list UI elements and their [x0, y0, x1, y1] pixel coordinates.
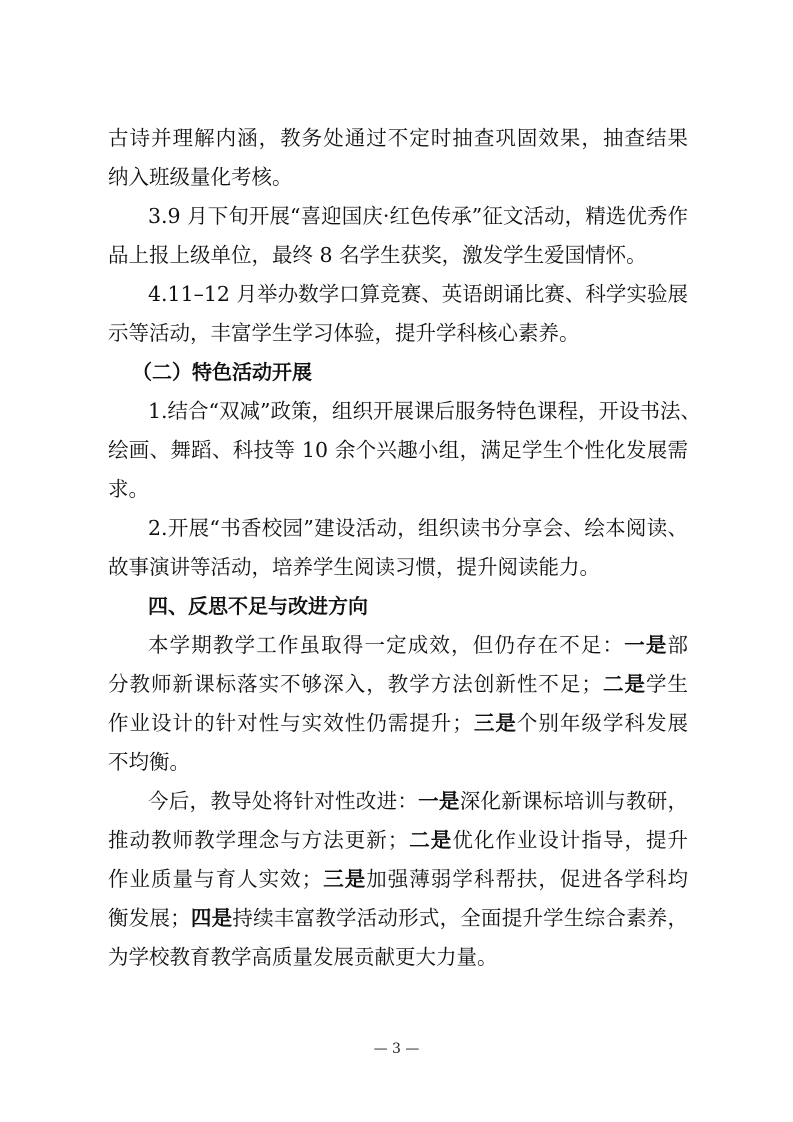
text-line: 求。 [108, 477, 149, 501]
text-line: 故事演讲等活动，培养学生阅读习惯，提升阅读能力。 [108, 555, 600, 579]
text-line [108, 708, 688, 738]
text-segment: 作业质量与育人实效； [108, 867, 323, 891]
text-line: 古诗并理解内涵，教务处通过不定时抽查巩固效果，抽查结果 [108, 126, 688, 150]
emphasis-text: 一是 [624, 633, 668, 657]
text-segment: 部 [667, 633, 689, 657]
page-number: — 3 — [373, 1041, 420, 1057]
text-line: 3.9 月下旬开展“喜迎国庆·红色传承”征文活动，精选优秀作 [148, 204, 688, 228]
text-line: 不均衡。 [108, 750, 190, 774]
emphasis-text: 三是 [322, 867, 367, 891]
text-segment: 深化新课标培训与教研， [459, 789, 689, 813]
text-segment: 今后，教导处将针对性改进： [148, 789, 419, 813]
text-segment: 学生 [645, 672, 689, 696]
emphasis-text: 二是 [408, 828, 453, 852]
emphasis-text: 一是 [418, 789, 460, 813]
text-segment: 推动教师教学理念与方法更新； [108, 828, 409, 852]
text-segment: 个别年级学科发展 [516, 711, 689, 735]
text-segment: 优化作业设计指导，提升 [452, 828, 689, 852]
text-segment: 分教师新课标落实不够深入，教学方法创新性不足； [108, 672, 602, 696]
text-segment: 加强薄弱学科帮扶，促进各学科均 [366, 867, 689, 891]
text-line [108, 825, 688, 855]
text-line: 示等活动，丰富学生学习体验，提升学科核心素养。 [108, 321, 580, 345]
text-segment: 本学期教学工作虽取得一定成效，但仍存在不足： [148, 633, 625, 657]
section-subheading: （二）特色活动开展 [132, 360, 312, 384]
section-heading: 四、反思不足与改进方向 [148, 594, 368, 618]
emphasis-text: 三是 [472, 711, 517, 735]
text-line [148, 786, 688, 816]
text-line [108, 903, 688, 933]
text-segment: 作业设计的针对性与实效性仍需提升； [108, 711, 473, 735]
text-line: 1.结合“双减”政策，组织开展课后服务特色课程，开设书法、 [148, 399, 702, 423]
text-line: 绘画、舞蹈、科技等 10 余个兴趣小组，满足学生个性化发展需 [108, 438, 688, 462]
text-line: 为学校教育教学高质量发展贡献更大力量。 [108, 945, 498, 969]
text-line: 品上报上级单位，最终 8 名学生获奖，激发学生爱国情怀。 [108, 243, 647, 267]
text-line [108, 669, 688, 699]
text-line: 纳入班级量化考核。 [108, 165, 293, 189]
emphasis-text: 二是 [601, 672, 646, 696]
text-line: 2.开展“书香校园”建设活动，组织读书分享会、绘本阅读、 [148, 516, 688, 540]
text-segment: 持续丰富教学活动形式，全面提升学生综合素养， [232, 906, 689, 930]
text-line [108, 864, 688, 894]
text-line [148, 630, 688, 660]
text-line: 4.11–12 月举办数学口算竞赛、英语朗诵比赛、科学实验展 [148, 282, 688, 306]
text-segment: 衡发展； [108, 906, 191, 930]
emphasis-text: 四是 [190, 906, 233, 930]
